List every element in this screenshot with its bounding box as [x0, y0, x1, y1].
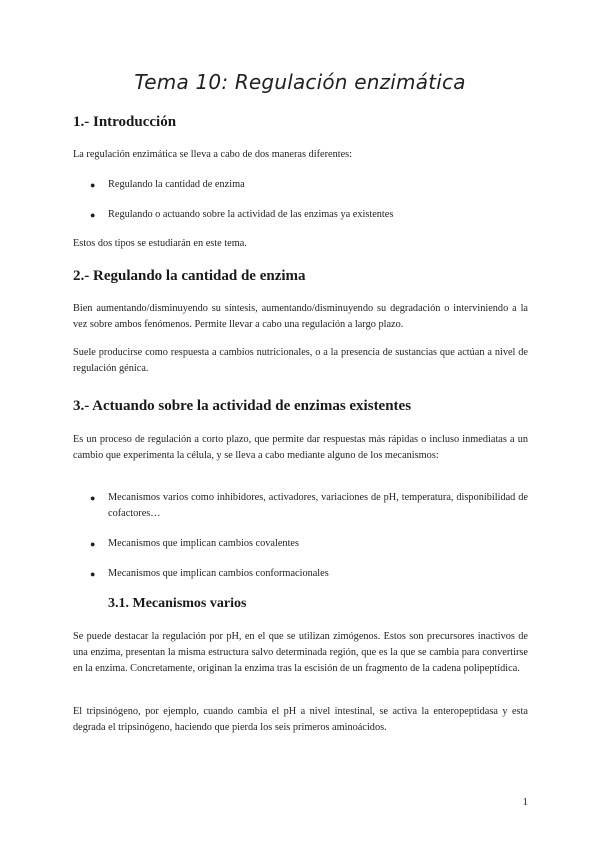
- section-3-bullet-list: [90, 490, 528, 582]
- list-item: ● Mecanismos que implican cambios conformacionales: [90, 566, 528, 582]
- page-number: 1: [522, 796, 528, 808]
- list-item: ● Regulando la cantidad de enzima: [90, 177, 530, 193]
- section-2-heading: 2.- Regulando la cantidad de enzima: [73, 268, 306, 284]
- list-item: ● Regulando o actuando sobre la actividad de las enzimas ya existentes: [90, 207, 530, 223]
- section-2-paragraph-2: Suele producirse como respuesta a cambios nutricionales, o a la presencia de sustancias que actúan a nivel de regulación génica.: [73, 347, 528, 374]
- subsection-3-1-paragraph-1: Se puede destacar la regulación por pH, en el que se utilizan zimógenos. Estos son precursores inactivos de una enzima, presentan la misma estructura salvo determinada región, que es la que se cambia para convertirse en la enzima. Concretamente, originan la enzima tras la escisión de un fragmento de la cadena polipeptídica.: [73, 631, 528, 674]
- bullet-icon: ●: [90, 539, 96, 549]
- section-1-bullet-list: [90, 177, 530, 223]
- bullet-icon: ●: [90, 569, 96, 579]
- subsection-3-1-paragraph-2: El tripsinógeno, por ejemplo, cuando cambia el pH a nivel intestinal, se activa la enteropeptidasa y esta degrada el tripsinógeno, haciendo que pierda los seis primeros aminoácidos.: [73, 706, 528, 733]
- section-1-paragraph-2: Estos dos tipos se estudiarán en este tema.: [73, 238, 247, 249]
- document-title: Tema 10: Regulación enzimática: [134, 70, 466, 94]
- section-1-paragraph-1: La regulación enzimática se lleva a cabo de dos maneras diferentes:: [73, 149, 353, 160]
- list-item: ● Mecanismos varios como inhibidores, activadores, variaciones de pH, temperatura, disponibilidad de cofactores…: [90, 492, 528, 519]
- bullet-icon: ●: [90, 210, 96, 220]
- section-3-heading: 3.- Actuando sobre la actividad de enzimas existentes: [73, 398, 412, 414]
- section-2-paragraph-1: Bien aumentando/disminuyendo su síntesis, aumentando/disminuyendo su degradación o interviniendo a la vez sobre ambos fenómenos. Permite llevar a cabo una regulación a largo plazo.: [73, 303, 528, 330]
- section-1-heading: 1.- Introducción: [73, 114, 177, 130]
- bullet-icon: ●: [90, 180, 96, 190]
- subsection-3-1-heading: 3.1. Mecanismos varios: [108, 596, 247, 611]
- bullet-icon: ●: [90, 493, 96, 503]
- list-item: ● Mecanismos que implican cambios covalentes: [90, 536, 528, 552]
- section-3-paragraph-1: Es un proceso de regulación a corto plazo, que permite dar respuestas más rápidas o incluso inmediatas a un cambio que experimenta la célula, y se lleva a cabo mediante alguno de los mecanismos:: [73, 434, 528, 461]
